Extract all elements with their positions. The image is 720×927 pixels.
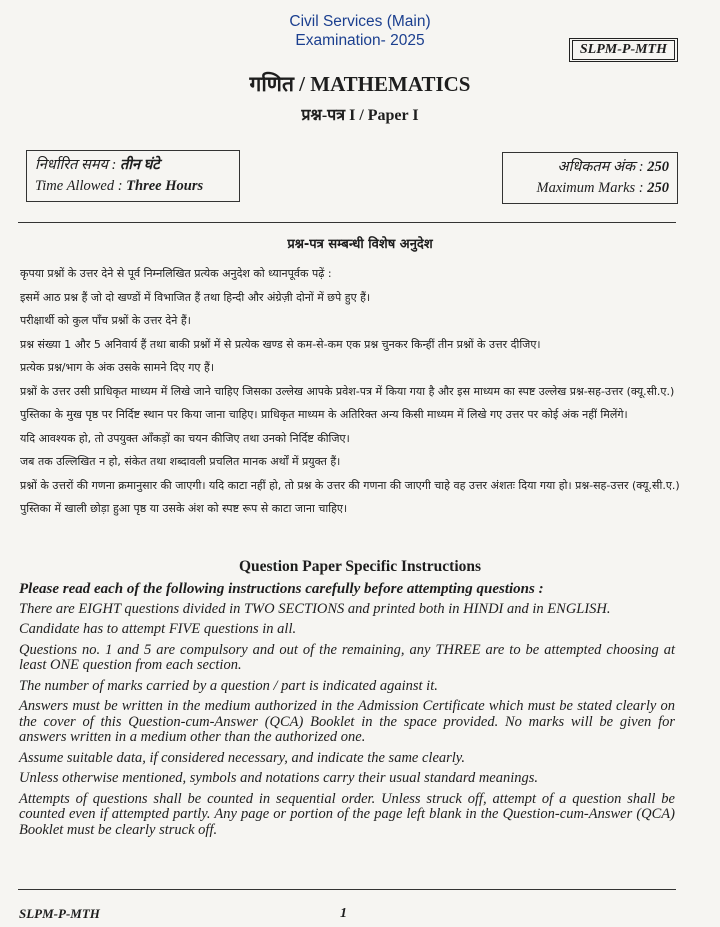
time-english: [35, 176, 231, 197]
top-divider: [18, 222, 676, 223]
hindi-instruction: प्रश्न संख्या 1 और 5 अनिवार्य हैं तथा बाकी प्रश्नों में से प्रत्येक खण्ड से कम-से-कम एक प्रश्न चुनकर किन्हीं तीन प्रश्नों के उत्तर दीजिए।: [20, 337, 541, 351]
paper-code-box: [569, 38, 678, 62]
hindi-instruction: प्रत्येक प्रश्न/भाग के अंक उसके सामने दिए गए हैं।: [20, 361, 215, 374]
english-instruction: Answers must be written in the medium authorized in the Admission Certificate which must be stated clearly on the cover of this Question-cum-Answer (QCA) Booklet in the space provided. No marks will be given for answers written in a medium other than the authorized one.: [19, 698, 675, 745]
time-english-label: Time Allowed :: [35, 178, 127, 194]
bottom-divider: [18, 889, 676, 890]
english-instructions: [19, 582, 675, 843]
footer-paper-code: SLPM-P-MTH: [19, 906, 100, 921]
english-instruction: Candidate has to attempt FIVE questions in all.: [19, 621, 297, 637]
time-hindi-label: निर्धारित समय :: [35, 157, 121, 173]
exam-title: Civil Services (Main): [289, 13, 431, 30]
paper-code: SLPM-P-MTH: [572, 40, 675, 60]
english-instruction: The number of marks carried by a question / part is indicated against it.: [19, 677, 438, 694]
time-hindi-value: तीन घंटे: [120, 157, 160, 173]
hindi-instructions: [20, 262, 680, 521]
marks-english-label: Maximum Marks :: [536, 180, 648, 196]
subject-title: गणित / MATHEMATICS: [249, 72, 471, 96]
marks-english-value: 250: [647, 180, 669, 196]
paper-title: प्रश्न-पत्र I / Paper I: [301, 107, 419, 124]
marks-hindi: [511, 157, 669, 178]
page-number: 1: [340, 906, 347, 921]
english-instruction: Questions no. 1 and 5 are compulsory and out of the remaining, any THREE are to be attempted choosing at least ONE question from each section.: [19, 641, 675, 673]
english-instruction: Attempts of questions shall be counted in sequential order. Unless struck off, attempt of a question shall be counted even if attempted partly. Any page or portion of the page left blank in the Question-cum-Answer (QCA) Booklet must be clearly struck off.: [19, 790, 675, 838]
english-instruction: Assume suitable data, if considered necessary, and indicate the same clearly.: [19, 749, 466, 766]
time-hindi: [35, 155, 231, 176]
time-allowed-box: [26, 150, 240, 202]
maximum-marks-box: [502, 152, 678, 204]
hindi-instruction: प्रश्नों के उत्तरों की गणना क्रमानुसार की जाएगी। यदि काटा नहीं हो, तो प्रश्न के उत्तर की गणना की जाएगी चाहे वह उत्तर अंशतः दिया गया हो। प्रश्न-सह-उत्तर (क्यू.सी.ए.) पुस्तिका में खाली छोड़ा हुआ पृष्ठ या उसके अंश को स्पष्ट रूप से काटा जाना चाहिए।: [20, 478, 680, 515]
hindi-instructions-heading: प्रश्न-पत्र सम्बन्धी विशेष अनुदेश: [287, 237, 433, 252]
hindi-instruction: इसमें आठ प्रश्न हैं जो दो खण्डों में विभाजित हैं तथा हिन्दी और अंग्रेज़ी दोनों में छपे हुए हैं।: [20, 290, 371, 304]
marks-english: [511, 178, 669, 199]
marks-hindi-label: अधिकतम अंक :: [557, 159, 648, 175]
english-instruction: There are EIGHT questions divided in TWO SECTIONS and printed both in HINDI and in ENGLISH.: [19, 600, 611, 617]
hindi-instruction: जब तक उल्लिखित न हो, संकेत तथा शब्दावली प्रचलित मानक अर्थों में प्रयुक्त हैं।: [20, 455, 341, 468]
english-instruction: Unless otherwise mentioned, symbols and notations carry their usual standard meanings.: [19, 770, 539, 786]
hindi-instruction: प्रश्नों के उत्तर उसी प्राधिकृत माध्यम में लिखे जाने चाहिए जिसका उल्लेख आपके प्रवेश-पत्र में किया गया है और इस माध्यम का स्पष्ट उल्लेख प्रश्न-सह-उत्तर (क्यू.सी.ए.) पुस्तिका के मुख पृष्ठ पर निर्दिष्ट स्थान पर किया जाना चाहिए। प्राधिकृत माध्यम के अतिरिक्त अन्य किसी माध्यम में लिखे गए उत्तर पर कोई अंक नहीं मिलेंगे।: [20, 384, 675, 421]
english-instructions-lead: Please read each of the following instructions carefully before attempting questions :: [19, 581, 544, 597]
hindi-instruction: कृपया प्रश्नों के उत्तर देने से पूर्व निम्नलिखित प्रत्येक अनुदेश को ध्यानपूर्वक पढ़ें :: [20, 267, 332, 280]
marks-hindi-value: 250: [647, 159, 669, 175]
english-instructions-heading: Question Paper Specific Instructions: [238, 558, 482, 575]
exam-year: Examination- 2025: [295, 32, 425, 49]
hindi-instruction: परीक्षार्थी को कुल पाँच प्रश्नों के उत्तर देने हैं।: [20, 314, 191, 327]
hindi-instruction: यदि आवश्यक हो, तो उपयुक्त आँकड़ों का चयन कीजिए तथा उनको निर्दिष्ट कीजिए।: [20, 431, 350, 445]
time-english-value: Three Hours: [126, 178, 204, 194]
